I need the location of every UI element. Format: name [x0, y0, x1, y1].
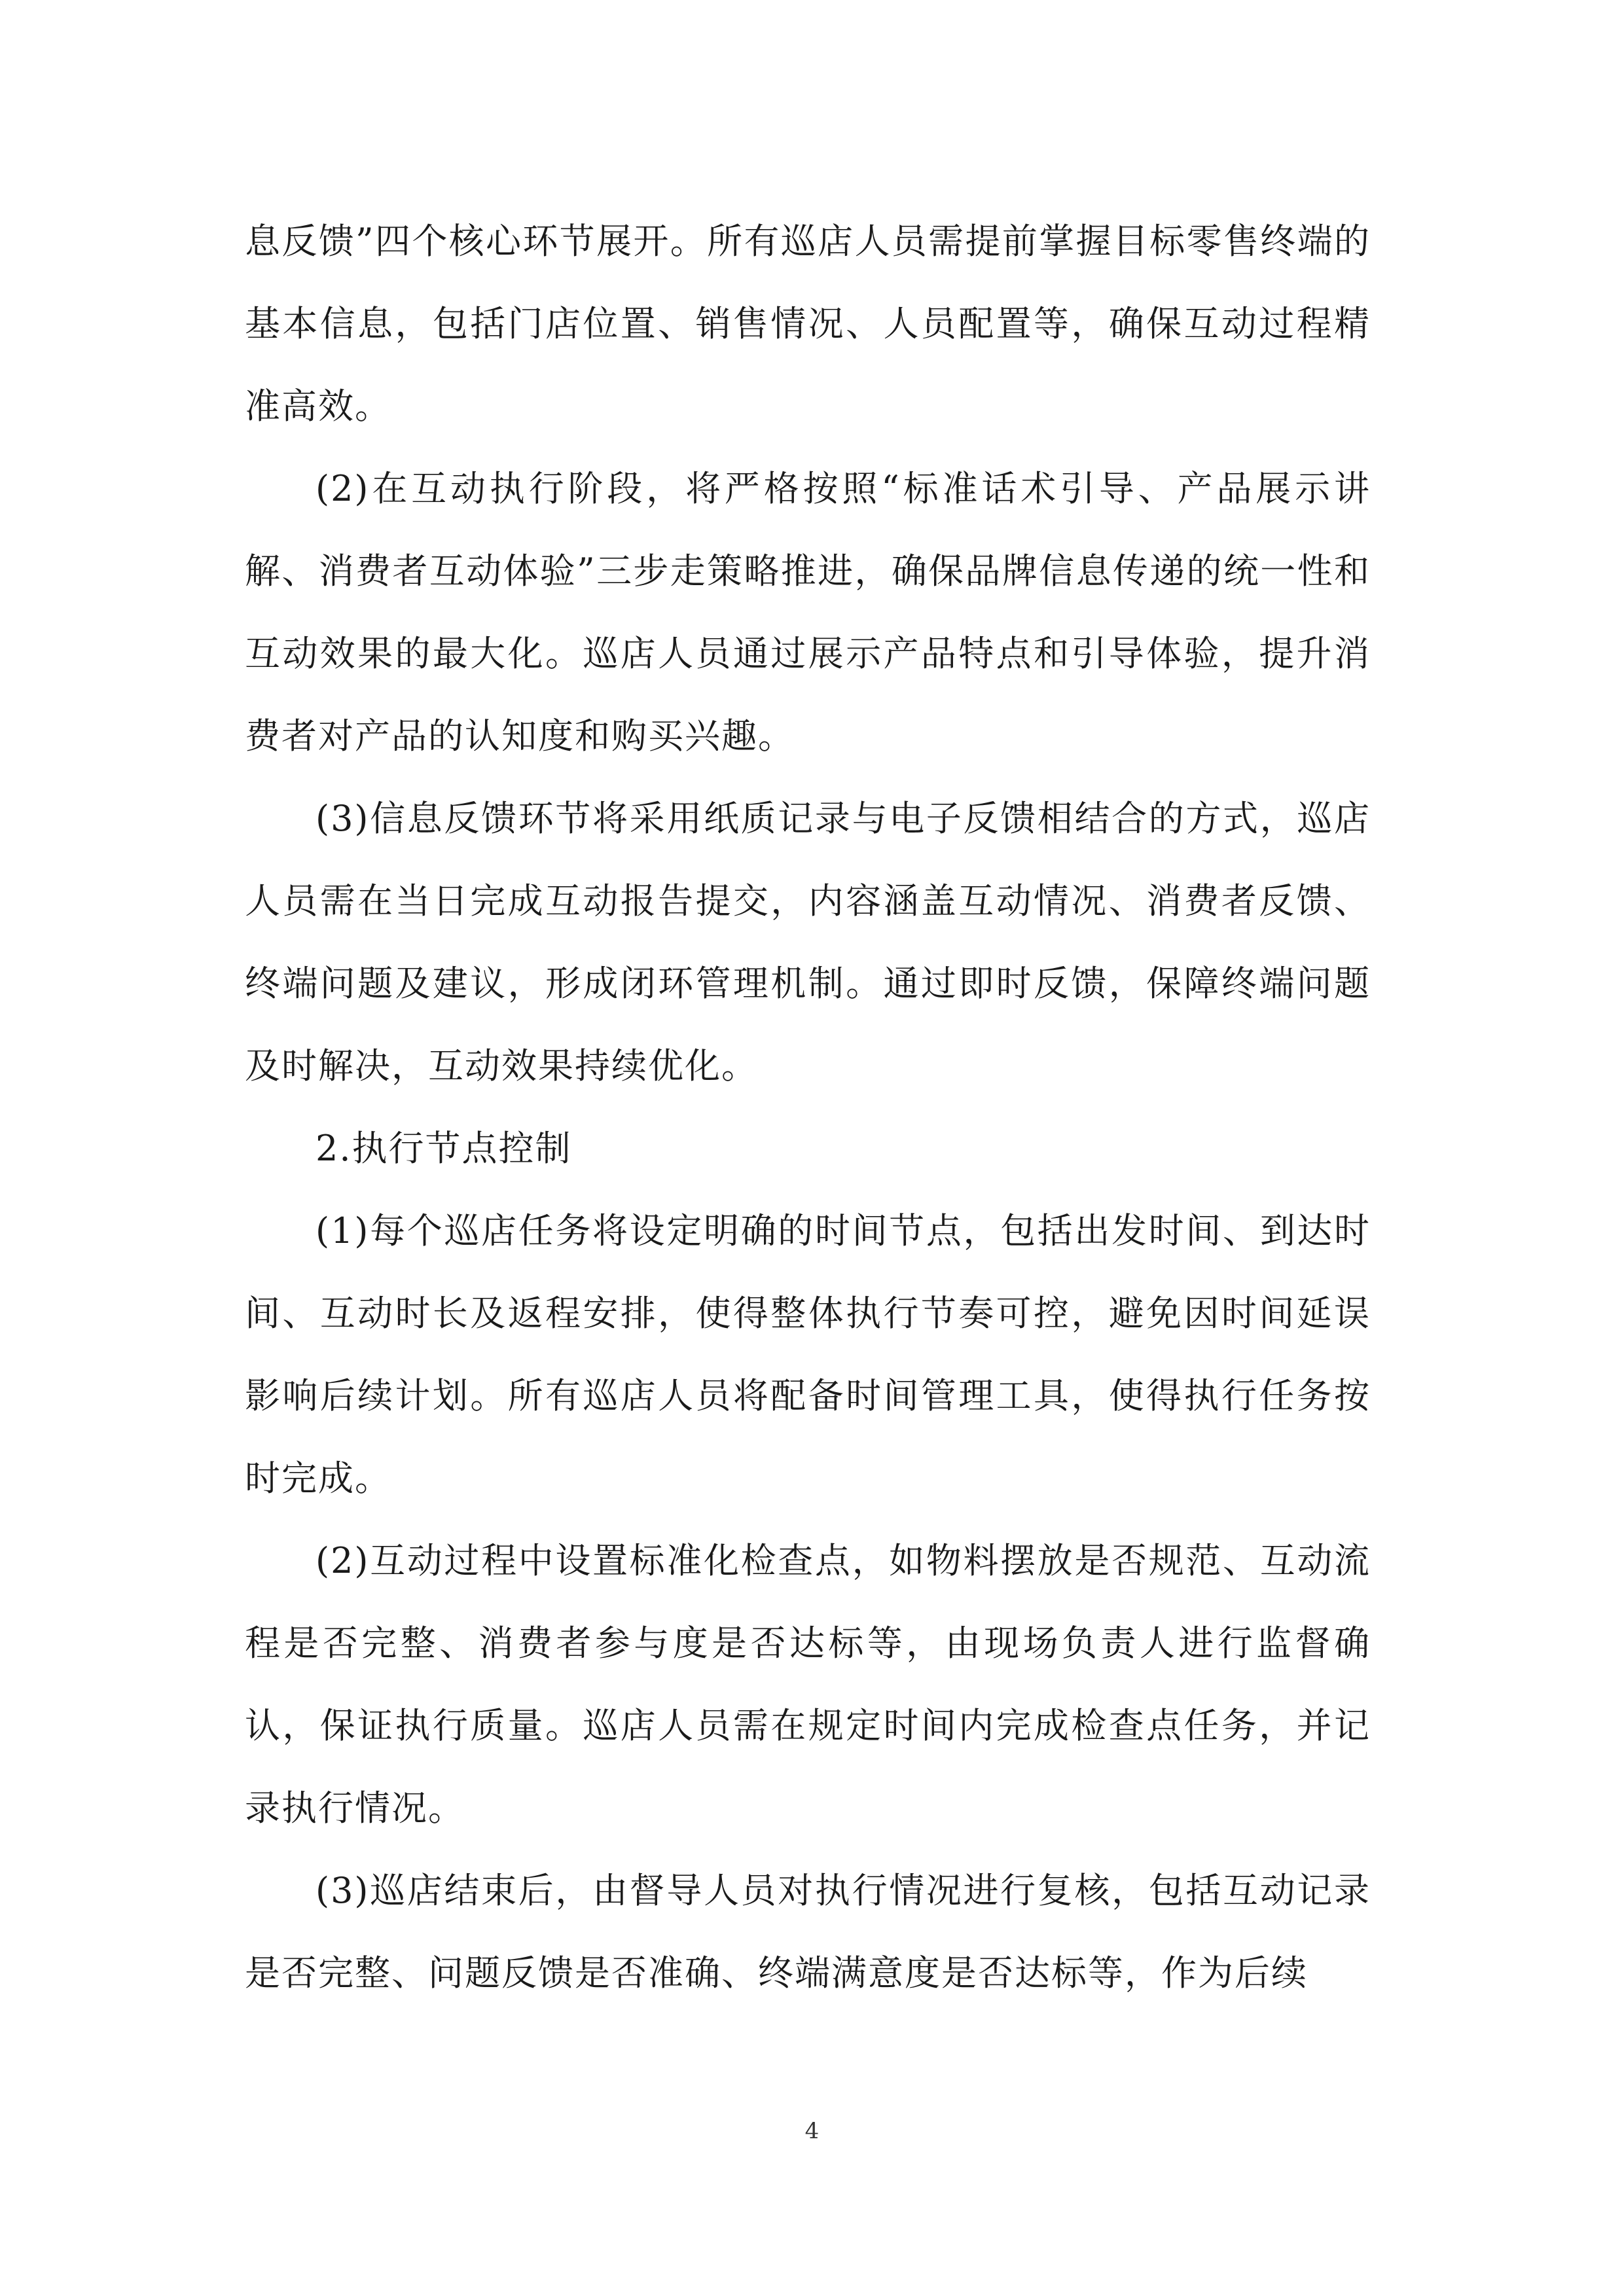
- paragraph-interaction-execution: (2)在互动执行阶段，将严格按照“标准话术引导、产品展示讲解、消费者互动体验”三步走策略推进，确保品牌信息传递的统一性和互动效果的最大化。巡店人员通过展示产品特点和引导体验，提升消费者对产品的认知度和购买兴趣。: [245, 468, 1371, 757]
- paragraph-checkpoints: (2)互动过程中设置标准化检查点，如物料摆放是否规范、互动流程是否完整、消费者参与度是否达标等，由现场负责人进行监督确认，保证执行质量。巡店人员需在规定时间内完成检查点任务，并记录执行情况。: [245, 1540, 1371, 1829]
- paragraph-information-feedback: (3)信息反馈环节将采用纸质记录与电子反馈相结合的方式，巡店人员需在当日完成互动报告提交，内容涵盖互动情况、消费者反馈、终端问题及建议，形成闭环管理机制。通过即时反馈，保障终端问题及时解决，互动效果持续优化。: [245, 798, 1371, 1086]
- paragraph-continuation: 息反馈”四个核心环节展开。所有巡店人员需提前掌握目标零售终端的基本信息，包括门店位置、销售情况、人员配置等，确保互动过程精准高效。: [245, 221, 1371, 427]
- page-number: 4: [804, 2118, 820, 2144]
- body-text: [245, 200, 1371, 2015]
- section-heading-execution-node-control: 2.执行节点控制: [316, 1128, 572, 1169]
- paragraph-review: (3)巡店结束后，由督导人员对执行情况进行复核，包括互动记录是否完整、问题反馈是否准确、终端满意度是否达标等，作为后续: [245, 1870, 1371, 1994]
- paragraph-time-nodes: (1)每个巡店任务将设定明确的时间节点，包括出发时间、到达时间、互动时长及返程安排，使得整体执行节奏可控，避免因时间延误影响后续计划。所有巡店人员将配备时间管理工具，使得执行任务按时完成。: [245, 1210, 1371, 1499]
